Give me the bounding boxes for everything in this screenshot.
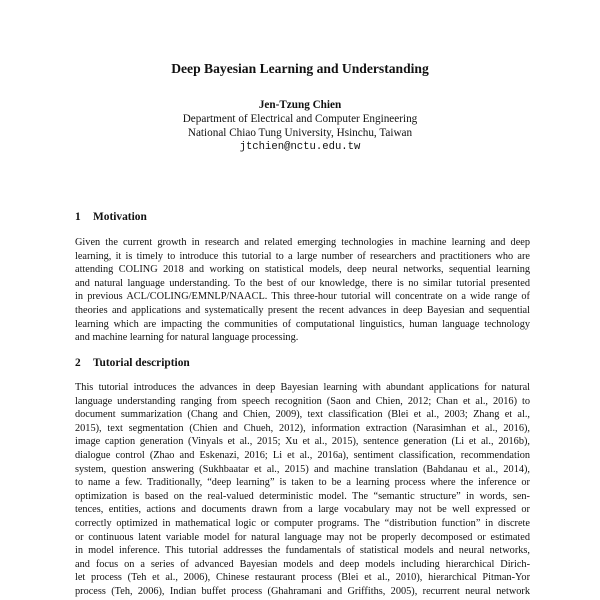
paragraph-line: and focus on a series of advanced Bayesian models and deep models including hierarchical Dirich- xyxy=(75,558,530,570)
paragraph-line: theories and applications and systematically present the recent advances in deep Bayesian and sequential xyxy=(75,304,530,316)
paragraph-line: attending COLING 2018 and working on statistical models, deep neural networks, sequential learning xyxy=(75,264,530,276)
paragraph-line: or continuous latent variable model for natural language may not be properly decomposed or estimated xyxy=(75,531,530,543)
paragraph-line: let process (Teh et al., 2006), Chinese restaurant process (Blei et al., 2010), hierarchical Pitman-Yor xyxy=(75,572,530,584)
paper-title: Deep Bayesian Learning and Understanding xyxy=(171,61,429,76)
section-body-motivation xyxy=(75,236,530,345)
section-number: 1 xyxy=(75,211,81,223)
paragraph-line: in previous ACL/COLING/EMNLP/NAACL. This three-hour tutorial will concentrate on a wide range of xyxy=(75,291,530,303)
paragraph-line: process (Teh, 2006), Indian buffet process (Ghahramani and Griffiths, 2005), recurrent neural network xyxy=(75,585,530,597)
paragraph-line: system, question answering (Sukhbaatar et al., 2015) and machine translation (Bahdanau et al., 2014), xyxy=(75,463,530,475)
author-email: jtchien@nctu.edu.tw xyxy=(239,141,361,153)
author-university: National Chiao Tung University, Hsinchu, Taiwan xyxy=(187,127,413,139)
paragraph-line: tences, entities, actions and documents drawn from a large vocabulary may not be well expressed or xyxy=(75,504,530,516)
section-heading-motivation xyxy=(75,211,147,223)
section-heading-tutorial-description xyxy=(75,357,190,369)
paragraph-line: learning which are impacting the communities of computational linguistics, human language technology xyxy=(75,318,530,330)
author-department: Department of Electrical and Computer Engineering xyxy=(182,113,418,125)
paragraph-line: Given the current growth in research and related emerging technologies in machine learning and deep xyxy=(75,237,530,248)
section-title: Motivation xyxy=(93,211,147,223)
paragraph-line: learning, it is timely to introduce this tutorial to a large number of researchers and practitioners who are xyxy=(75,250,530,262)
paragraph-line: and machine learning for natural language processing. xyxy=(75,332,299,344)
paragraph-line: and natural language understanding. To the best of our knowledge, there is no similar tutorial presented xyxy=(75,277,530,289)
paragraph-line: to name a few. Traditionally, “deep learning” is taken to be a learning process where the inference or xyxy=(75,477,530,489)
paragraph-line: This tutorial introduces the advances in deep Bayesian learning with abundant applications for natural xyxy=(75,382,530,393)
section-title: Tutorial description xyxy=(93,357,190,369)
paragraph-line: image caption generation (Vinyals et al., 2015; Xu et al., 2015), sentence generation (Li et al., 2016b), xyxy=(75,436,530,448)
paragraph-line: language understanding ranging from speech recognition (Saon and Chien, 2012; Chan et al., 2016) to xyxy=(75,395,530,407)
paragraph-line: in model inference. This tutorial addresses the fundamentals of statistical models and neural networks, xyxy=(75,545,530,557)
section-number: 2 xyxy=(75,357,81,369)
author-name: Jen-Tzung Chien xyxy=(258,99,342,111)
paragraph-line: document summarization (Chang and Chien, 2009), text classification (Blei et al., 2003; Zhang et al., xyxy=(75,409,530,421)
paragraph-line: 2015), text segmentation (Chien and Chueh, 2012), information extraction (Narasimhan et al., 2016), xyxy=(75,422,530,434)
paragraph-line: dialogue control (Zhao and Eskenazi, 2016; Li et al., 2016a), sentiment classification, recommendation xyxy=(75,449,530,461)
section-body-tutorial-description xyxy=(75,381,530,599)
paragraph-line: correctly optimized in mathematical logic or computer programs. The “distribution function” in discrete xyxy=(75,517,530,529)
paragraph-line: optimization is based on the real-valued deterministic model. The “semantic structure” in words, sen- xyxy=(75,490,530,502)
